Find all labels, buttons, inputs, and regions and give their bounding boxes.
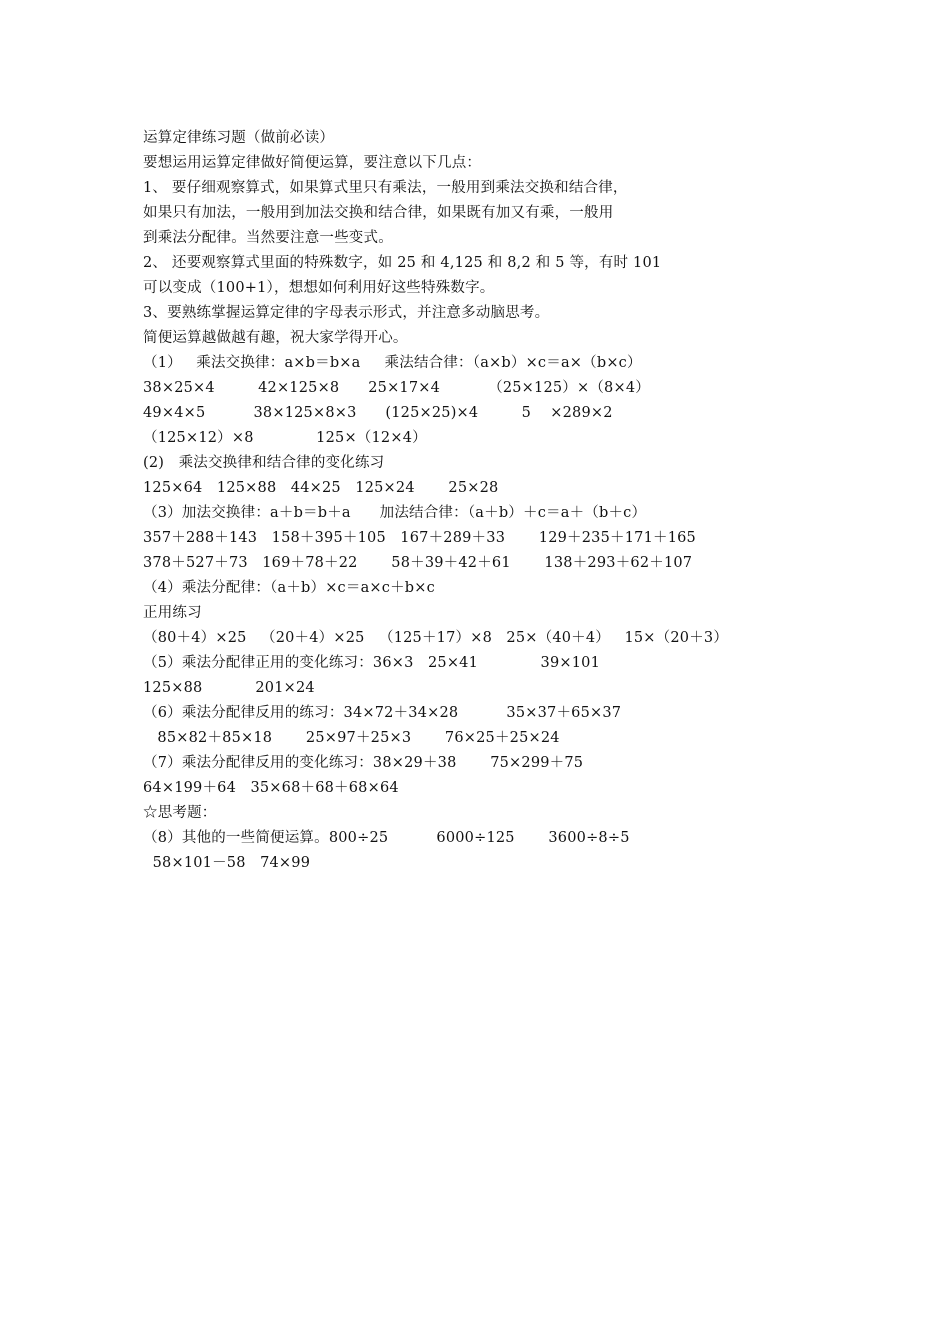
doc-title: 运算定律练习题（做前必读） [143, 130, 335, 146]
section-4-heading: （4）乘法分配律：（a＋b）×c＝a×c＋b×c [143, 580, 435, 596]
section-1-exercises-row-3: （125×12）×8 125×（12×4） [143, 430, 427, 446]
tip-2-line-1: 2、 还要观察算式里面的特殊数字，如 25 和 4,125 和 8,2 和 5 等，有时 101 [143, 255, 662, 271]
section-8-exercises: 58×101－58 74×99 [143, 855, 311, 871]
section-7-exercises: 64×199＋64 35×68＋68＋68×64 [143, 780, 399, 796]
section-8-heading: （8）其他的一些简便运算。800÷25 6000÷125 3600÷8÷5 [143, 830, 630, 846]
tip-1-line-1: 1、 要仔细观察算式，如果算式里只有乘法，一般用到乘法交换和结合律， [143, 180, 628, 196]
section-1-heading: （1） 乘法交换律：a×b＝b×a 乘法结合律：（a×b）×c＝a×（b×c） [143, 355, 642, 371]
document-body [143, 126, 803, 876]
section-1-exercises-row-1: 38×25×4 42×125×8 25×17×4 （25×125）×（8×4） [143, 380, 650, 396]
section-5-exercises: 125×88 201×24 [143, 680, 315, 696]
tip-1-line-3: 到乘法分配律。当然要注意一些变式。 [143, 230, 393, 246]
section-3-heading: （3）加法交换律：a＋b＝b＋a 加法结合律：（a＋b）＋c＝a＋（b＋c） [143, 505, 647, 521]
section-7-heading: （7）乘法分配律反用的变化练习：38×29＋38 75×299＋75 [143, 755, 584, 771]
closing-line: 简便运算越做越有趣，祝大家学得开心。 [143, 330, 408, 346]
section-6-exercises: 85×82＋85×18 25×97＋25×3 76×25＋25×24 [143, 730, 560, 746]
thinking-heading: ☆思考题： [143, 805, 217, 821]
section-2-exercises: 125×64 125×88 44×25 125×24 25×28 [143, 480, 499, 496]
section-1-exercises-row-2: 49×4×5 38×125×8×3 (125×25)×4 5 ×289×2 [143, 405, 613, 421]
section-5-heading: （5）乘法分配律正用的变化练习：36×3 25×41 39×101 [143, 655, 601, 671]
section-2-heading: (2) 乘法交换律和结合律的变化练习 [143, 455, 385, 471]
tip-3-line: 3、要熟练掌握运算定律的字母表示形式，并注意多动脑思考。 [143, 305, 550, 321]
section-4-subheading: 正用练习 [143, 605, 202, 621]
tip-2-line-2: 可以变成（100+1），想想如何利用好这些特殊数字。 [143, 280, 495, 296]
section-6-heading: （6）乘法分配律反用的练习：34×72＋34×28 35×37＋65×37 [143, 705, 622, 721]
section-3-exercises-row-2: 378＋527＋73 169＋78＋22 58＋39＋42＋61 138＋293＋62＋107 [143, 555, 693, 571]
section-3-exercises-row-1: 357＋288＋143 158＋395＋105 167＋289＋33 129＋235＋171＋165 [143, 530, 696, 546]
intro-line: 要想运用运算定律做好简便运算，要注意以下几点： [143, 155, 482, 171]
section-4-exercises: （80＋4）×25 （20＋4）×25 （125＋17）×8 25×（40＋4） 15×（20＋3） [143, 630, 729, 646]
tip-1-line-2: 如果只有加法，一般用到加法交换和结合律，如果既有加又有乘，一般用 [143, 205, 614, 221]
